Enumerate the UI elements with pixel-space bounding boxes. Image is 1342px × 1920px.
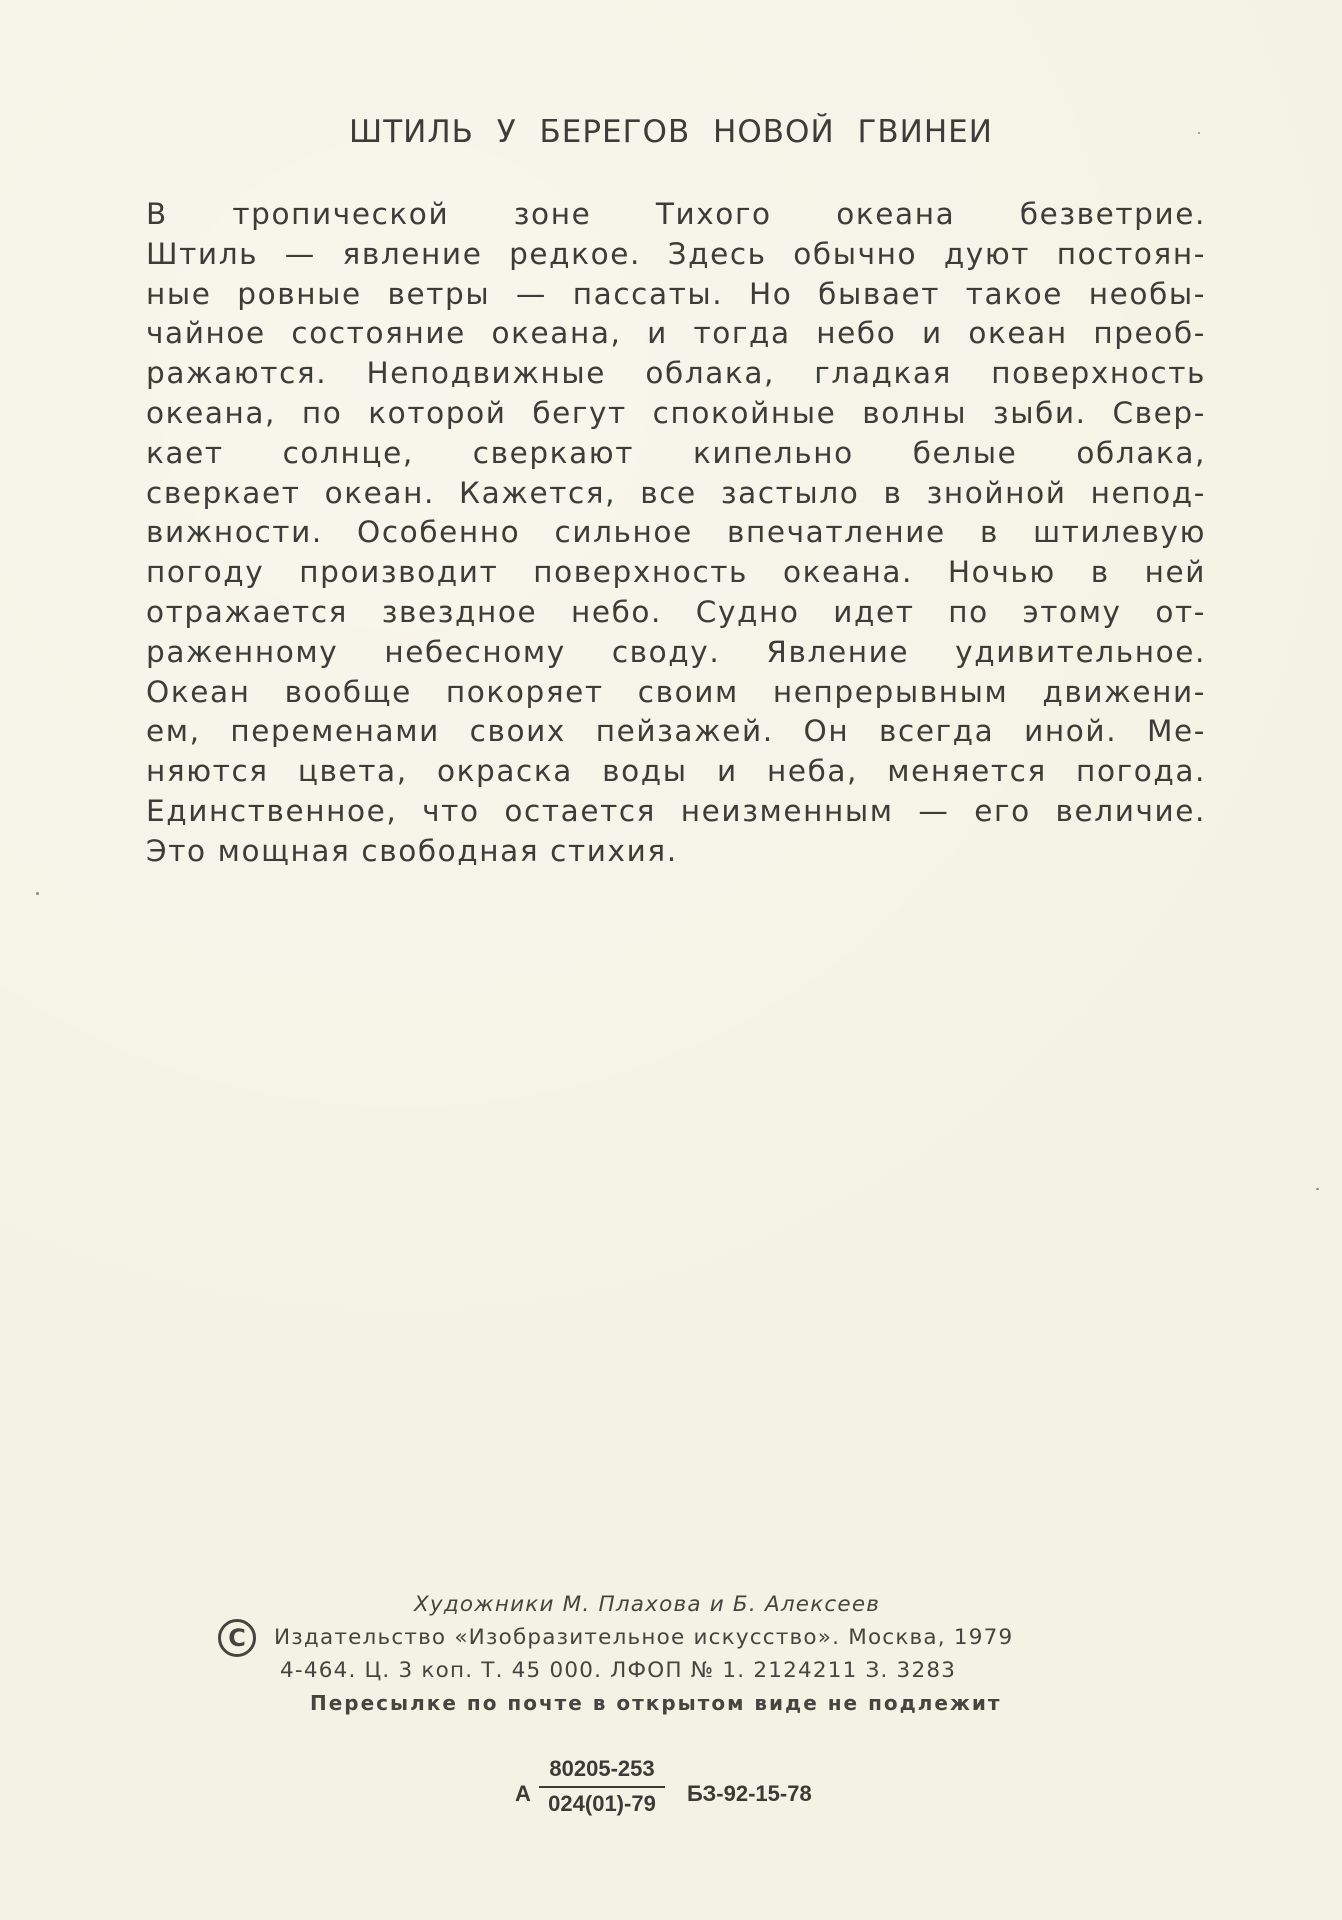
body-line: ражаются. Неподвижные облака, гладкая поверхность	[146, 356, 1206, 391]
paper-speck	[1316, 1188, 1319, 1190]
paper-speck	[36, 892, 39, 895]
paper-speck	[1198, 132, 1200, 134]
copyright-icon: C	[218, 1619, 256, 1657]
body-line: чайное состояние океана, и тогда небо и океан преоб-	[146, 316, 1206, 351]
mail-note: Пересылке по почте в открытом виде не подлежит	[310, 1691, 1002, 1715]
index-numerator: 80205-253	[539, 1756, 665, 1788]
index-letter: А	[515, 1781, 531, 1806]
index-denominator: 024(01)-79	[548, 1791, 656, 1816]
imprint	[210, 1588, 1140, 1720]
body-line: отражается звездное небо. Судно идет по этому от-	[146, 594, 1206, 629]
body-line: сверкает океан. Кажется, все застыло в знойной непод-	[146, 475, 1206, 510]
body-line: кает солнце, сверкают кипельно белые облака,	[146, 435, 1206, 470]
body-line: вижности. Особенно сильное впечатление в штилевую	[146, 515, 1206, 550]
body-line: няются цвета, окраска воды и неба, меняется погода.	[146, 754, 1206, 789]
index-code: БЗ-92-15-78	[687, 1781, 812, 1806]
body-line: Единственное, что остается неизменным — его величие.	[146, 793, 1206, 828]
body-text	[146, 195, 1206, 872]
artists-credit: Художники М. Плахова и Б. Алексеев	[414, 1592, 881, 1617]
body-line: В тропической зоне Тихого океана безветрие.	[146, 197, 1206, 231]
index-fraction	[539, 1756, 665, 1820]
body-line: Это мощная свободная стихия.	[146, 833, 678, 868]
body-line: ные ровные ветры — пассаты. Но бывает такое необы-	[146, 276, 1206, 311]
body-line: Штиль — явление редкое. Здесь обычно дуют постоян-	[146, 236, 1206, 271]
body-line: раженному небесному своду. Явление удивительное.	[146, 634, 1206, 669]
body-line: океана, по которой бегут спокойные волны зыби. Свер-	[146, 395, 1206, 430]
body-line: ем, переменами своих пейзажей. Он всегда иной. Ме-	[146, 714, 1206, 749]
publisher-line	[210, 1621, 1140, 1654]
print-codes: 4-464. Ц. 3 коп. Т. 45 000. ЛФОП № 1. 2124211 З. 3283	[280, 1658, 957, 1683]
publisher-text: Издательство «Изобразительное искусство». Москва, 1979	[274, 1625, 1014, 1650]
body-line: погоду производит поверхность океана. Ночью в ней	[146, 555, 1206, 590]
page-title: ШТИЛЬ У БЕРЕГОВ НОВОЙ ГВИНЕИ	[349, 114, 993, 150]
body-line: Океан вообще покоряет своим непрерывным движени-	[146, 674, 1206, 709]
